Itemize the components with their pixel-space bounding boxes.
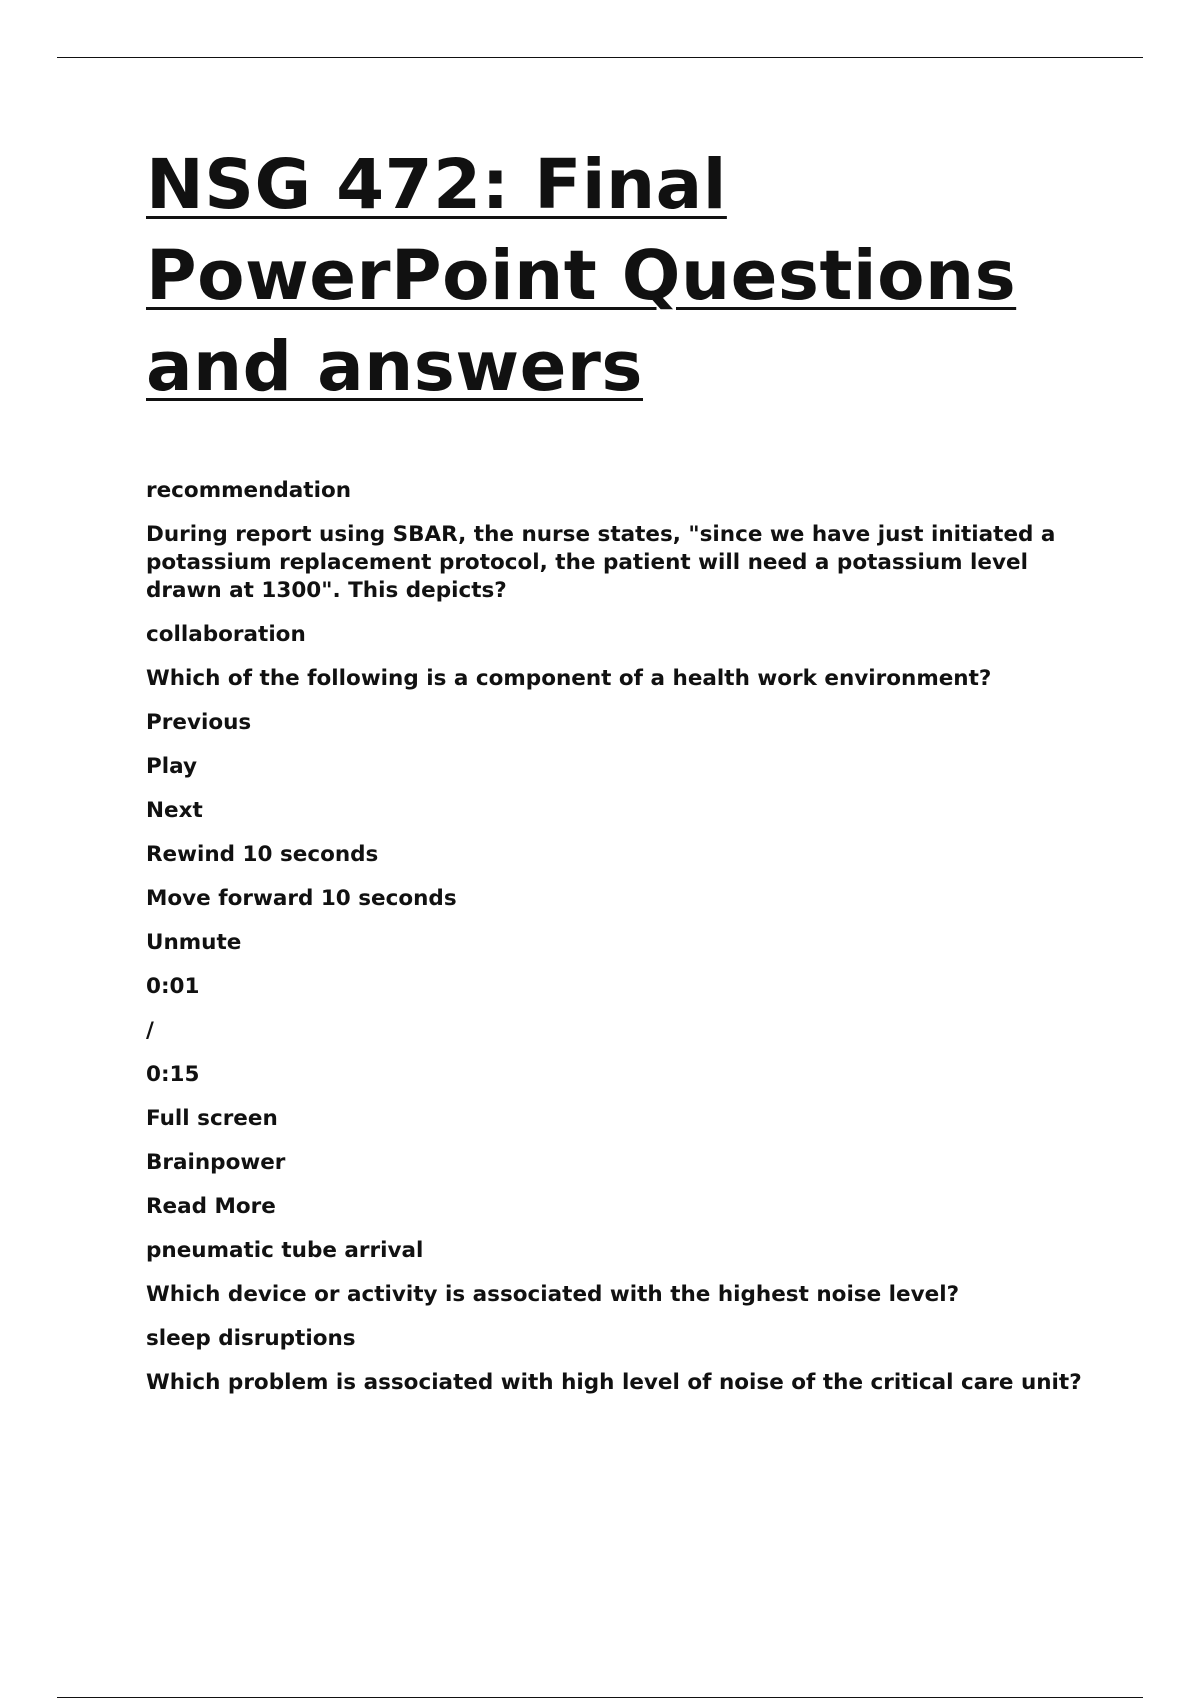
answer-text: collaboration bbox=[146, 622, 306, 647]
player-label-next: Next bbox=[146, 798, 203, 823]
player-label-previous: Previous bbox=[146, 710, 252, 735]
answer-text: sleep disruptions bbox=[146, 1326, 356, 1351]
player-label-forward: Move forward 10 seconds bbox=[146, 886, 457, 911]
player-duration: 0:15 bbox=[146, 1062, 200, 1087]
qa-list bbox=[146, 477, 1101, 1397]
read-more-text: Read More bbox=[146, 1194, 276, 1219]
answer-text: pneumatic tube arrival bbox=[146, 1238, 424, 1263]
bottom-divider bbox=[57, 1697, 1143, 1698]
player-label-fullscreen: Full screen bbox=[146, 1106, 278, 1131]
question-text: Which device or activity is associated with the highest noise level? bbox=[146, 1282, 960, 1307]
question-text: Which of the following is a component of a health work environment? bbox=[146, 666, 992, 691]
player-label-rewind: Rewind 10 seconds bbox=[146, 842, 379, 867]
brand-text: Brainpower bbox=[146, 1150, 286, 1175]
answer-text: recommendation bbox=[146, 478, 352, 503]
question-text: During report using SBAR, the nurse states, "since we have just initiated a potassium replacement protocol, the patient will need a potassium level drawn at 1300". This depicts? bbox=[146, 522, 1056, 603]
player-label-play: Play bbox=[146, 754, 197, 779]
document-title: NSG 472: Final PowerPoint Questions and answers bbox=[146, 145, 1017, 407]
document-body bbox=[146, 140, 1101, 1413]
question-text: Which problem is associated with high level of noise of the critical care unit? bbox=[146, 1370, 1082, 1395]
player-current-time: 0:01 bbox=[146, 974, 200, 999]
player-label-unmute: Unmute bbox=[146, 930, 242, 955]
player-time-separator: / bbox=[146, 1018, 154, 1043]
top-divider bbox=[57, 57, 1143, 58]
